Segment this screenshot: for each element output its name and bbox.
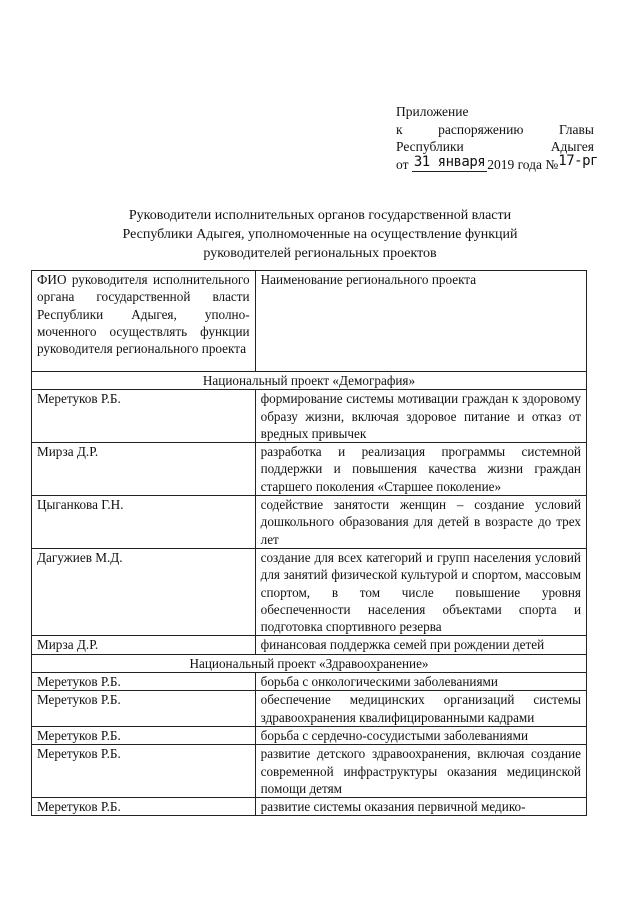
date-prefix: от xyxy=(396,156,409,172)
project-name: развитие системы оказания первичной медико- xyxy=(255,798,586,816)
appendix-title: Приложение xyxy=(396,104,469,119)
table-row xyxy=(32,548,587,635)
section-row xyxy=(32,372,587,390)
official-name: Меретуков Р.Б. xyxy=(32,798,256,816)
table-row xyxy=(32,496,587,549)
project-name: разработка и реализация программы системной поддержки и повышения качества жизни граждан старшего поколения «Старшее поколение» xyxy=(255,443,586,496)
project-name: финансовая поддержка семей при рождении детей xyxy=(255,636,586,654)
official-name: Меретуков Р.Б. xyxy=(32,691,256,727)
official-name: Цыганкова Г.Н. xyxy=(32,496,256,549)
project-name: создание для всех категорий и групп населения условий для занятий физической культурой и спортом, массовым спортом, в том числе повышение уровня обеспеченности населения объектами спорта и подготовка спортивного резерва xyxy=(255,548,586,635)
official-name: Мирза Д.Р. xyxy=(32,636,256,654)
appendix-date-line xyxy=(396,152,598,176)
heading-line: руководителей региональных проектов xyxy=(203,246,437,261)
table-row xyxy=(32,390,587,443)
handwritten-number: 17-рг xyxy=(558,152,598,169)
document-heading xyxy=(80,206,560,263)
appendix-word: Республики xyxy=(396,139,464,154)
project-name: формирование системы мотивации граждан к здоровому образу жизни, включая здоровое питание и отказ от вредных привычек xyxy=(255,390,586,443)
table-row xyxy=(32,798,587,816)
table-row xyxy=(32,691,587,727)
projects-table xyxy=(31,270,587,816)
table-row xyxy=(32,636,587,654)
table-row xyxy=(32,673,587,691)
official-name: Дагужиев М.Д. xyxy=(32,548,256,635)
header-cell-official: ФИО руководителя исполнительного органа государственной власти Республики Адыгея, уполномоченного осуществлять функции руководителя регионального проекта xyxy=(32,271,256,372)
table-row xyxy=(32,726,587,744)
project-name: борьба с онкологическими заболеваниями xyxy=(255,673,586,691)
project-name: развитие детского здравоохранения, включая создание современной инфраструктуры оказания медицинской помощи детям xyxy=(255,745,586,798)
section-title-demography: Национальный проект «Демография» xyxy=(32,372,587,390)
official-name: Меретуков Р.Б. xyxy=(32,726,256,744)
appendix-word: Главы xyxy=(559,121,594,137)
section-title-healthcare: Национальный проект «Здравоохранение» xyxy=(32,654,587,672)
official-name: Мирза Д.Р. xyxy=(32,443,256,496)
official-name: Меретуков Р.Б. xyxy=(32,390,256,443)
project-name: содействие занятости женщин – создание условий дошкольного образования для детей в возрасте до трех лет xyxy=(255,496,586,549)
table-row xyxy=(32,443,587,496)
official-name: Меретуков Р.Б. xyxy=(32,745,256,798)
appendix-word: Адыгея xyxy=(550,139,594,154)
heading-line: Республики Адыгея, уполномоченные на осуществление функций xyxy=(122,227,518,242)
date-year: 2019 года № xyxy=(487,156,559,172)
heading-line: Руководители исполнительных органов государственной власти xyxy=(128,208,512,223)
appendix-word: распоряжению xyxy=(438,121,524,137)
section-row xyxy=(32,654,587,672)
appendix-word: к xyxy=(396,121,403,137)
table-row xyxy=(32,745,587,798)
table-header-row xyxy=(32,271,587,372)
appendix-block xyxy=(396,103,598,175)
handwritten-date: 31 января xyxy=(412,154,487,173)
official-name: Меретуков Р.Б. xyxy=(32,673,256,691)
header-cell-project: Наименование регионального проекта xyxy=(255,271,586,372)
project-name: обеспечение медицинских организаций системы здравоохранения квалифицированными кадрами xyxy=(255,691,586,727)
project-name: борьба с сердечно-сосудистыми заболеваниями xyxy=(255,726,586,744)
appendix-order-line xyxy=(396,121,594,139)
